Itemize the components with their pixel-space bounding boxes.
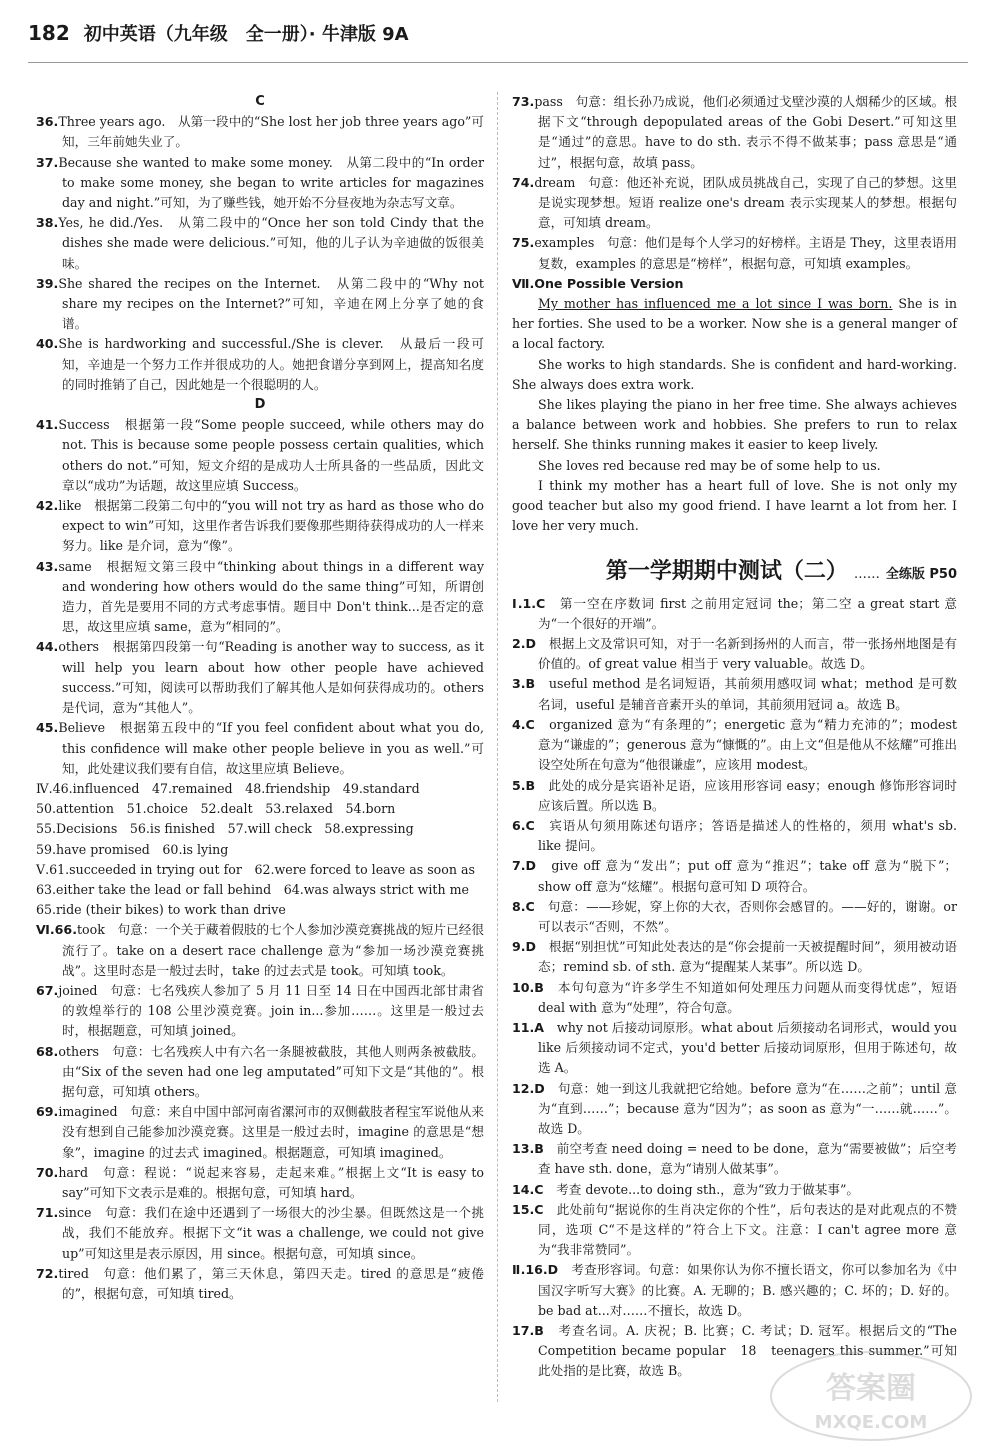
item-number: 43. (36, 558, 59, 574)
watermark-text-en: MXQE.COM (814, 1412, 928, 1433)
answer-item (512, 1018, 957, 1079)
item-number: Ⅰ.1.C (512, 595, 546, 611)
item-text: pass 句意：组长孙乃成说，他们必须通过戈壁沙漠的人烟稀少的区域。根据下文“through depopulated areas of the Gobi Desert.”可知这里是“通过”的意思。have to do sth. 表示不得不做某事；pass 意思是“通过”，根据句意，故填 pass。 (534, 94, 957, 170)
item-number: 2.D (512, 636, 537, 652)
item-text: others 根据第四段第一句“Reading is another way to success, as it will help you learn about how other people have achieved success.”可知，阅读可以帮助我们了解其他人是如何获得成功的。others 是代词，意为“其他人”。 (58, 639, 484, 716)
answer-item (36, 274, 484, 335)
item-number: 70. (36, 1164, 59, 1180)
item-text: 根据“别担忧”可知此处表达的是“你会提前一天被提醒时间”，须用被动语态；remind sb. of sth. 意为“提醒某人某事”。所以选 D。 (536, 939, 957, 975)
answer-line: 65.ride (their bikes) to work than drive (36, 902, 286, 918)
item-number: 44. (36, 639, 59, 655)
answer-item (512, 1200, 957, 1261)
test-answers (512, 594, 957, 1382)
item-number: 38. (36, 215, 59, 231)
item-number: 14.C (512, 1181, 544, 1197)
essay-first-rest: She is in her forties. She used to be a worker. Now she is a general manger of a local factory. (512, 296, 957, 352)
item-text: Three years ago. 从第一段中的“She lost her job three years ago”可知，三年前她失业了。 (58, 114, 484, 150)
answer-item (36, 557, 484, 638)
essay-paragraph (512, 294, 957, 355)
item-text: why not 后接动词原形。what about 后须接动名词形式，would you like 后须接动词不定式，you'd better 后接动词原形，但用于陈述句，故选 A。 (538, 1019, 957, 1076)
item-text: She is hardworking and successful./She is clever. 从最后一段可知，辛迪是一个努力工作并很成功的人。她把食谱分享到网上，提高知名度的同时推销了自己，因此她是一个很聪明的人。 (58, 336, 484, 392)
section-heading: D (254, 397, 266, 413)
item-text: Success 根据第一段“Some people succeed, while others may do not. This is because some people possess certain qualities, which others do not.”可知，短文介绍的是成功人士所具备的一些品质，因此文章以“成功”为话题，故这里应填 Success。 (58, 417, 484, 493)
item-number: 71. (36, 1205, 59, 1221)
answer-item (36, 153, 484, 214)
answer-item (512, 715, 957, 776)
item-text: tired 句意：他们累了，第三天休息，第四天走。tired 的意思是“疲倦的”，根据句意，可知填 tired。 (58, 1265, 484, 1301)
answer-item (36, 213, 484, 274)
answer-item (512, 816, 957, 856)
answer-item (512, 233, 957, 273)
item-number: 4.C (512, 716, 535, 732)
item-number: 15.C (512, 1201, 544, 1217)
essay-paragraph: She likes playing the piano in her free time. She always achieves a balance between work and hobbies. She prefers to run to relax herself. She thinks running makes it easier to keep lively. (512, 397, 957, 453)
item-text: 宾语从句须用陈述句语序；答语是描述人的性格的，须用 what's sb. like 提问。 (534, 817, 957, 854)
page-header (28, 20, 409, 60)
item-number: Ⅵ.66. (36, 922, 77, 938)
item-number: 39. (36, 275, 59, 291)
item-number: 12.D (512, 1080, 545, 1096)
item-number: 13.B (512, 1141, 544, 1157)
item-number: 68. (36, 1043, 59, 1059)
essay-paragraph: I think my mother has a heart full of love. She is not only my good teacher but also my good friend. I have learnt a lot from her. I love her very much. (512, 477, 957, 534)
answer-item (512, 1079, 957, 1140)
answer-item (36, 981, 484, 1042)
answer-item (512, 634, 957, 674)
item-number: 72. (36, 1265, 59, 1281)
answer-item (512, 594, 957, 634)
item-number: 36. (36, 114, 59, 130)
answer-item (512, 1260, 957, 1321)
item-text: She shared the recipes on the Internet. 从第二段中的“Why not share my recipes on the Internet?”可知，辛迪在网上分享了她的食谱。 (58, 275, 484, 332)
answer-item (512, 92, 957, 173)
answer-item (36, 1042, 484, 1103)
answer-item (512, 173, 957, 234)
answer-item (36, 334, 484, 395)
item-number: 74. (512, 174, 535, 190)
essay-title: Ⅶ.One Possible Version (512, 275, 684, 291)
answer-line: Ⅴ.61.succeeded in trying out for 62.were forced to leave as soon as (36, 861, 475, 877)
item-number: 45. (36, 720, 59, 736)
item-number: 3.B (512, 676, 536, 692)
item-number: 7.D (512, 858, 537, 874)
answer-item (36, 415, 484, 496)
essay-paragraph: She works to high standards. She is confident and hard-working. She always does extra work. (512, 356, 957, 392)
section-heading: C (255, 94, 265, 109)
answer-item (512, 1180, 957, 1200)
item-number: 41. (36, 417, 59, 433)
item-text: 考查 devote...to doing sth.，意为“致力于做某事”。 (543, 1181, 860, 1197)
left-column (36, 92, 484, 1435)
item-number: 75. (512, 235, 535, 251)
answer-line: 63.either take the lead or fall behind 64.was always strict with me (36, 881, 470, 897)
answer-item (36, 1102, 484, 1163)
item-text: organized 意为“有条理的”；energetic 意为“精力充沛的”；modest 意为“谦虚的”；generous 意为“慷慨的”。由上文“但是他从不炫耀”可推出设空处所在句意为“他很谦虚”，应该用 modest。 (534, 716, 957, 773)
test-reference: 全练版 P50 (885, 567, 957, 583)
item-number: 37. (36, 154, 59, 170)
header-rule (28, 62, 968, 63)
answer-item (36, 1203, 484, 1264)
item-text: 前空考查 need doing = need to be done，意为“需要被做”；后空考查 have sth. done，意为“请别人做某事”。 (538, 1141, 957, 1177)
item-text: 此处的成分是宾语补足语，应该用形容词 easy；enough 修饰形容词时应该后置。所以选 B。 (535, 777, 957, 813)
test-title: 第一学期期中测试（二） (605, 559, 848, 585)
answer-item (512, 1321, 957, 1382)
test-dots: …… (853, 567, 880, 583)
answer-line: 59.have promised 60.is lying (36, 841, 229, 857)
item-text: dream 句意：他还补充说，团队成员挑战自己，实现了自己的梦想。这里是说实现梦想。短语 realize one's dream 表示实现某人的梦想。根据句意，可知填 dream。 (534, 174, 957, 231)
answer-item (36, 496, 484, 557)
item-text: 句意：她一到这儿我就把它给她。before 意为“在……之前”；until 意为“直到……”；because 意为“因为”；as soon as 意为“一……就……”。故选 D。 (538, 1080, 957, 1136)
item-number: 6.C (512, 817, 535, 833)
item-number: Ⅱ.16.D (512, 1262, 559, 1278)
answer-line: 55.Decisions 56.is finished 57.will check 58.expressing (36, 821, 414, 837)
watermark-text-cn: 答案圈 (826, 1371, 916, 1406)
item-number: 69. (36, 1104, 59, 1120)
item-text: like 根据第二段第二句中的“you will not try as hard as those who do expect to win”可知，这里作者告诉我们要像那些期待获得成功的人一样来努力。like 是介词，意为“像”。 (58, 498, 484, 554)
item-text: others 句意：七名残疾人中有六名一条腿被截肢，其他人则两条被截肢。由“Six of the seven had one leg amputated”可知下文是“其他的”。根据句意，可知填 others。 (58, 1043, 484, 1099)
item-text: 考查名词。A. 庆祝；B. 比赛；C. 考试；D. 冠军。根据后文的“The Competition became popular 18 teenagers this summer.”可知此处指的是比赛，故选 B。 (538, 1322, 957, 1379)
answers-73-75 (512, 92, 957, 274)
answer-item (512, 674, 957, 714)
item-number: 10.B (512, 979, 544, 995)
answer-item (512, 978, 957, 1018)
item-text: 本句句意为“许多学生不知道如何处理压力问题从而变得忧虑”，短语 deal with 意为“处理”，符合句意。 (538, 979, 957, 1015)
answer-item (512, 897, 957, 937)
answer-item (512, 937, 957, 977)
answer-item (36, 920, 484, 981)
item-text: imagined 句意：来自中国中部河南省漯河市的双侧截肢者程宝军说他从来没有想到自己能参加沙漠竞赛。这里是一般过去时，imagine 的意思是“想象”，imagine 的过去式 imagined。根据题意，可知填 imagined。 (58, 1104, 484, 1160)
item-text: 句意：——珍妮，穿上你的大衣，否则你会感冒的。——好的，谢谢。or 可以表示“否则，不然”。 (534, 898, 957, 934)
essay-paragraph: She loves red because red may be of some help to us. (538, 457, 881, 473)
item-number: 5.B (512, 777, 536, 793)
item-text: Believe 根据第五段中的“If you feel confident about what you do, this confidence will make other people believe in you as well.”可知，此处建议我们要有自信，故这里应填 Believe。 (58, 720, 484, 776)
item-number: 67. (36, 982, 59, 998)
item-number: 73. (512, 94, 535, 109)
essay-first-sentence: My mother has influenced me a lot since I was born. (538, 296, 893, 312)
essay-section (512, 274, 957, 537)
item-text: joined 句意：七名残疾人参加了 5 月 11 日至 14 日在中国西北部甘肃省的敦煌举行的 108 公里沙漠竞赛。join in...参加……。这里是一般过去时，根据题意，可知填 joined。 (58, 982, 484, 1039)
item-text: 此处前句“据说你的生肖决定你的个性”，后句表达的是对此观点的不赞同，选项 C“不是这样的”符合上下文。注意：I can't agree more 意为“我非常赞同”。 (538, 1201, 957, 1258)
item-text: 考查形容词。句意：如果你认为你不擅长语文，你可以参加名为《中国汉字听写大赛》的比赛。A. 无聊的；B. 感兴趣的；C. 坏的；D. 好的。be bad at...对……不擅长，故选 D。 (538, 1262, 958, 1318)
item-number: 40. (36, 336, 59, 352)
answer-item (36, 1264, 484, 1304)
item-text: 第一空在序数词 first 之前用定冠词 the；第二空 a great start 意为“一个很好的开端”。 (538, 595, 957, 631)
answer-item (36, 718, 484, 779)
item-text: took 句意：一个关于藏着假肢的七个人参加沙漠竞赛挑战的短片已经很流行了。take on a desert race challenge 意为“参加一场沙漠竞赛挑战”。这里时态是一般过去时，take 的过去式是 took。可知填 took。 (62, 922, 484, 978)
answer-item (36, 637, 484, 718)
item-text: hard 句意：程说：“说起来容易，走起来难。”根据上文“It is easy to say”可知下文表示是难的。根据句意，可知填 hard。 (58, 1164, 484, 1200)
item-text: since 句意：我们在途中还遇到了一场很大的沙尘暴。但既然这是一个挑战，我们不能放弃。根据下文“it was a challenge, we could not give up”可知这里是表示原因，用 since。根据句意，可知填 since。 (58, 1205, 484, 1261)
item-number: 9.D (512, 939, 537, 955)
item-number: 11.A (512, 1019, 545, 1035)
answer-line: 50.attention 51.choice 52.dealt 53.relaxed 54.born (36, 801, 396, 817)
essay-paragraphs (512, 355, 957, 537)
book-title: 初中英语（九年级 全一册）· 牛津版 9A (83, 24, 409, 45)
test-heading (512, 559, 957, 585)
page-number: 182 (28, 21, 70, 45)
item-number: 8.C (512, 898, 535, 914)
item-number: 42. (36, 498, 59, 514)
answer-item (512, 856, 957, 896)
item-text: give off 意为“发出”；put off 意为“推迟”；take off 意为“脱下”；show off 意为“炫耀”。根据句意可知 D 项符合。 (536, 858, 957, 894)
answer-item (36, 1163, 484, 1203)
right-column (512, 92, 957, 1435)
answer-line: Ⅳ.46.influenced 47.remained 48.friendship 49.standard (36, 780, 420, 796)
item-text: same 根据短文第三段中“thinking about things in a different way and wondering how others would do the same thing”可知，所谓创造力，首先是要用不同的方式考虑事情。题目中 Don't think...是否定的意思，故这里应填 same，意为“相同的”。 (58, 558, 484, 635)
item-text: Because she wanted to make some money. 从第二段中的“In order to make some money, she began to write articles for magazines day and night.”可知，为了赚些钱，她开始不分昼夜地为杂志写文章。 (58, 154, 484, 211)
answer-item (36, 112, 484, 152)
item-text: Yes, he did./Yes. 从第二段中的“Once her son told Cindy that the dishes she made were delicious.”可知，他的儿子认为辛迪做的饭很美味。 (58, 215, 484, 271)
item-number: 17.B (512, 1322, 544, 1338)
item-text: examples 句意：他们是每个人学习的好榜样。主语是 They，这里表语用复数，examples 的意思是“榜样”，根据句意，可知填 examples。 (534, 235, 957, 271)
item-text: 根据上文及常识可知，对于一名新到扬州的人而言，带一张扬州地图是有价值的。of great value 相当于 very valuable。故选 D。 (536, 636, 957, 672)
answer-item (512, 1139, 957, 1179)
item-text: useful method 是名词短语，其前须用感叹词 what；method 是可数名词，useful 是辅音音素开头的单词，其前须用冠词 a。故选 B。 (535, 676, 957, 712)
column-divider (497, 92, 498, 1402)
answer-item (512, 776, 957, 816)
